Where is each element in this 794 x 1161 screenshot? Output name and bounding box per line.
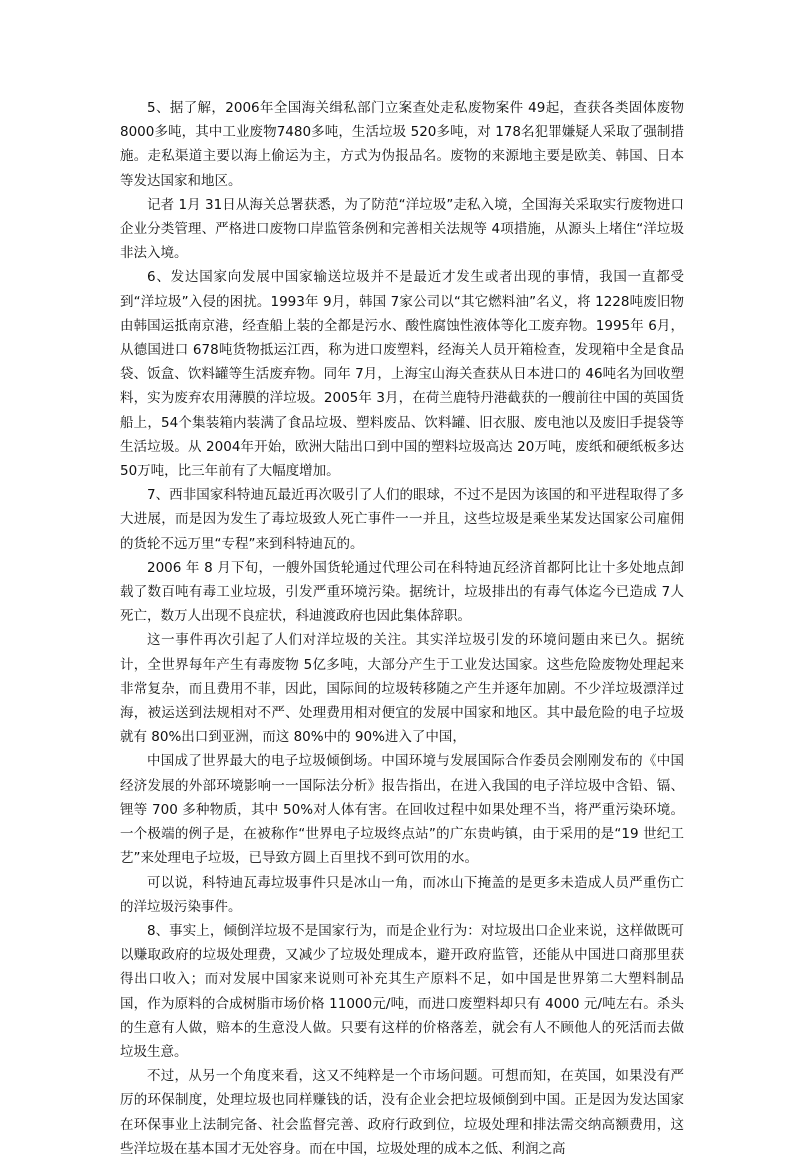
paragraph-tip-of-iceberg: 可以说，科特迪瓦毒垃圾事件只是冰山一角，而冰山下掩盖的是更多未造成人员严重伤亡的洋垃圾污染事件。 xyxy=(120,874,684,915)
paragraph-customs-measures: 记者 1月 31日从海关总署获悉，为了防范“洋垃圾”走私入境，全国海关采取实行废物进口企业分类管理、严格进口废物口岸监管条例和完善相关法规等 4项措施，从源头上堵住“洋垃圾非法入境。 xyxy=(120,196,684,262)
paragraph-waste-history: 6、发达国家向发展中国家输送垃圾并不是最近才发生或者出现的事情，我国一直都受到“洋垃圾”入侵的困扰。1993年 9月，韩国 7家公司以“其它燃料油”名义，将 1228吨废旧物由韩国运抵南京港，经查船上装的全都是污水、酸性腐蚀性液体等化工废弃物。1995年 6月，从德国进口 678吨货物抵运江西，称为进口废塑料，经海关人员开箱检查，发现箱中全是食品袋、饭盒、饮料罐等生活废弃物。同年 7月，上海宝山海关查获从日本进口的 46吨名为回收塑料，实为废弃农用薄膜的洋垃圾。2005年 3月，在荷兰鹿特丹港截获的一艘前往中国的英国货船上，54个集装箱内装满了食品垃圾、塑料废品、饮料罐、旧衣服、废电池以及废旧手提袋等生活垃圾。从 2004年开始，欧洲大陆出口到中国的塑料垃圾高达 20万吨，废纸和硬纸板多达 50万吨，比三年前有了大幅度增加。 xyxy=(120,269,684,480)
paragraph-china-e-waste: 中国成了世界最大的电子垃圾倾倒场。中国环境与发展国际合作委员会刚刚发布的《中国经济发展的外部环境影响一一国际法分析》报告指出，在进入我国的电子洋垃圾中含铅、镉、锂等 700 多种物质，其中 50%对人体有害。在回收过程中如果处理不当，将严重污染环境。一个极端的例子是，在被称作“世界电子垃圾终点站”的广东贵屿镇，由于采用的是“19 世纪工艺”来处理电子垃圾，已导致方圆上百里找不到可饮用的水。 xyxy=(120,753,684,867)
paragraph-global-toxic-waste: 这一事件再次引起了人们对洋垃圾的关注。其实洋垃圾引发的环境问题由来已久。据统计，全世界每年产生有毒废物 5亿多吨，大部分产生于工业发达国家。这些危险废物处理起来非常复杂，而且费用不菲，因此，国际间的垃圾转移随之产生并逐年加剧。不少洋垃圾漂洋过海，被运送到法规相对不严、处理费用相对便宜的发展中国家和地区。其中最危险的电子垃圾就有 80%出口到亚洲，而这 80%中的 90%进入了中国， xyxy=(120,632,684,746)
paragraph-corporate-behavior: 8、事实上，倾倒洋垃圾不是国家行为，而是企业行为：对垃圾出口企业来说，这样做既可以赚取政府的垃圾处理费，又减少了垃圾处理成本，避开政府监管，还能从中国进口商那里获得出口收入；而对发展中国家来说则可补充其生产原料不足，如中国是世界第二大塑料制品国，作为原料的合成树脂市场价格 11000元/吨，而进口废塑料却只有 4000 元/吨左右。杀头的生意有人做，赔本的生意没人做。只要有这样的价格落差，就会有人不顾他人的死活而去做垃圾生意。 xyxy=(120,922,684,1060)
document-page xyxy=(120,96,684,1161)
paragraph-abidjan-incident: 2006 年 8 月下旬，一艘外国货轮通过代理公司在科特迪瓦经济首都阿比让十多处地点卸载了数百吨有毒工业垃圾，引发严重环境污染。据统计，垃圾排出的有毒气体迄今已造成 7人死亡，数万人出现不良症状，科迪渡政府也因此集体辞职。 xyxy=(120,559,684,625)
paragraph-customs-2006-cases: 5、据了解，2006年全国海关缉私部门立案查处走私废物案件 49起，查获各类固体废物8000多吨，其中工业废物7480多吨，生活垃圾 520多吨，对 178名犯罪嫌疑人采取了强制措施。走私渠道主要以海上偷运为主，方式为伪报品名。废物的来源地主要是欧美、韩国、日本等发达国家和地区。 xyxy=(120,100,684,189)
paragraph-cote-divoire-intro: 7、西非国家科特迪瓦最近再次吸引了人们的眼球，不过不是因为该国的和平进程取得了多大进展，而是因为发生了毒垃圾致人死亡事件一一并且，这些垃圾是乘坐某发达国家公司雇佣的货轮不远万里“专程”来到科特迪瓦的。 xyxy=(120,487,684,552)
paragraph-market-perspective: 不过，从另一个角度来看，这又不纯粹是一个市场问题。可想而知，在英国，如果没有严厉的环保制度，处理垃圾也同样赚钱的话，没有企业会把垃圾倾倒到中国。正是因为发达国家在环保事业上法制完备、社会监督完善、政府行政到位，垃圾处理和排法需交纳高额费用，这些洋垃圾在基本国才无处容身。而在中国，垃圾处理的成本之低、利润之高 xyxy=(120,1068,684,1157)
